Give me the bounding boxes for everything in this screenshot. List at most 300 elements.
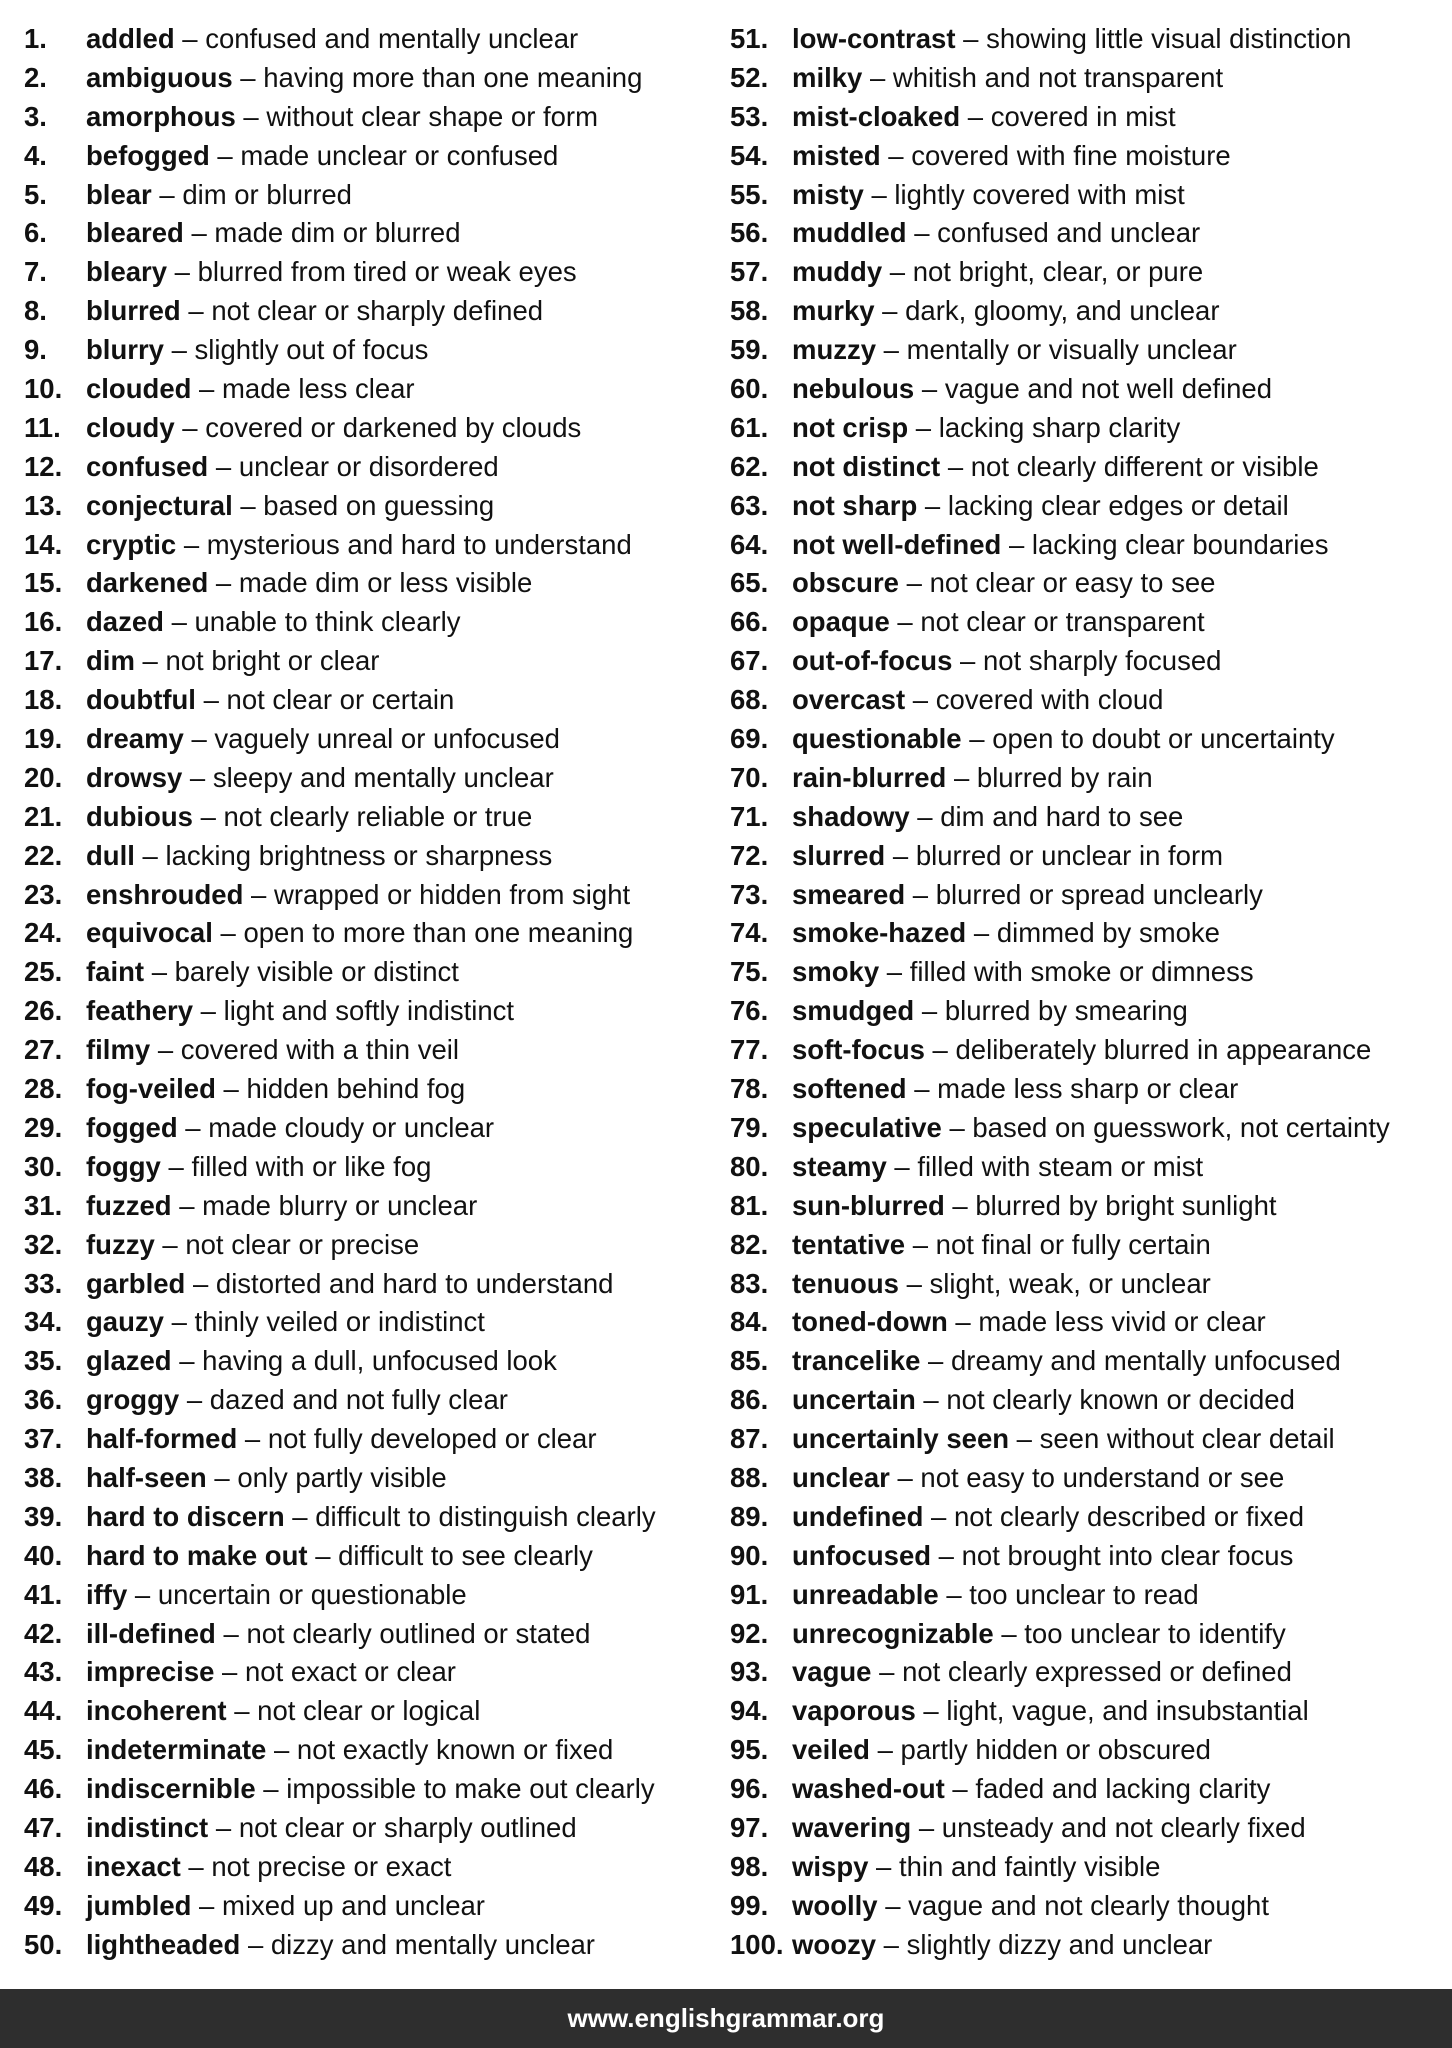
entry-word: doubtful	[86, 684, 196, 716]
word-entry	[24, 1498, 744, 1537]
entry-number: 86.	[730, 1384, 769, 1416]
entry-word: jumbled	[86, 1889, 192, 1921]
entry-definition: covered in mist	[990, 100, 1176, 132]
entry-number: 87.	[730, 1423, 769, 1455]
entry-word: dull	[86, 839, 135, 871]
entry-definition: sleepy and mentally unclear	[212, 761, 554, 793]
entry-separator: –	[215, 1073, 247, 1105]
entry-definition: blurred by smearing	[944, 995, 1188, 1027]
entry-separator: –	[191, 1889, 222, 1921]
word-entry	[730, 1070, 1450, 1109]
entry-separator: –	[993, 1617, 1025, 1649]
entry-definition: based on guessing	[263, 489, 495, 521]
entry-number: 58.	[730, 295, 769, 327]
entry-number: 83.	[730, 1267, 769, 1299]
entry-number: 92.	[730, 1617, 769, 1649]
entry-number: 36.	[24, 1384, 63, 1416]
entry-number: 51.	[730, 23, 769, 54]
entry-separator: –	[960, 100, 991, 132]
entry-definition: unsteady and not clearly fixed	[941, 1811, 1306, 1843]
entry-number: 3.	[24, 100, 47, 132]
word-entry	[24, 1070, 744, 1109]
entry-separator: –	[284, 1500, 316, 1532]
word-entry	[730, 1887, 1450, 1926]
word-entry	[730, 759, 1450, 798]
word-entry	[730, 20, 1450, 59]
entry-number: 5.	[24, 178, 47, 210]
entry-definition: confused and unclear	[937, 217, 1201, 249]
entry-separator: –	[144, 956, 175, 988]
entry-word: overcast	[792, 684, 906, 716]
word-entry	[730, 603, 1450, 642]
entry-number: 28.	[24, 1073, 63, 1105]
entry-definition: vague and not well defined	[944, 373, 1273, 405]
entry-separator: –	[952, 645, 983, 677]
entry-definition: slight, weak, or unclear	[929, 1267, 1211, 1299]
entry-word: vaporous	[792, 1695, 916, 1727]
entry-number: 74.	[730, 917, 769, 949]
entry-separator: –	[946, 761, 977, 793]
entry-definition: covered with a thin veil	[180, 1034, 459, 1066]
entry-definition: not clearly known or decided	[946, 1384, 1295, 1416]
entry-separator: –	[185, 1267, 216, 1299]
entry-separator: –	[961, 723, 993, 755]
entry-number: 12.	[24, 450, 63, 482]
word-entry	[24, 292, 744, 331]
entry-word: not distinct	[792, 450, 941, 482]
entry-word: half-formed	[86, 1423, 238, 1455]
entry-word: fog-veiled	[86, 1073, 216, 1105]
word-list-left-column	[24, 20, 744, 1965]
entry-definition: not clear or certain	[226, 684, 455, 716]
entry-separator: –	[226, 1695, 258, 1727]
entry-definition: thin and faintly visible	[899, 1850, 1161, 1882]
entry-definition: not fully developed or clear	[267, 1423, 597, 1455]
entry-definition: faded and lacking clarity	[975, 1773, 1271, 1805]
entry-number: 94.	[730, 1695, 769, 1727]
entry-definition: mixed up and unclear	[222, 1889, 485, 1921]
entry-definition: made less sharp or clear	[937, 1073, 1239, 1105]
word-entry	[730, 331, 1450, 370]
entry-separator: –	[237, 1423, 268, 1455]
entry-separator: –	[923, 1500, 954, 1532]
word-entry	[730, 1809, 1450, 1848]
entry-number: 82.	[730, 1228, 769, 1260]
entry-separator: –	[863, 178, 895, 210]
entry-number: 11.	[24, 411, 61, 443]
entry-separator: –	[966, 917, 997, 949]
entry-word: woozy	[792, 1928, 877, 1960]
entry-number: 61.	[730, 411, 769, 443]
entry-number: 26.	[24, 995, 63, 1027]
entry-number: 93.	[730, 1656, 769, 1688]
entry-definition: made dim or less visible	[238, 567, 533, 599]
entry-number: 69.	[730, 723, 769, 755]
word-entry	[24, 914, 744, 953]
entry-separator: –	[931, 1539, 962, 1571]
entry-separator: –	[214, 1656, 245, 1688]
entry-word: smoky	[792, 956, 880, 988]
entry-number: 63.	[730, 489, 769, 521]
word-entry	[24, 876, 744, 915]
entry-separator: –	[898, 1267, 930, 1299]
entry-number: 68.	[730, 684, 769, 716]
entry-separator: –	[232, 61, 264, 93]
entry-number: 90.	[730, 1539, 769, 1571]
word-entry	[24, 1887, 744, 1926]
entry-separator: –	[243, 878, 274, 910]
entry-separator: –	[906, 217, 938, 249]
entry-definition: not clearly reliable or true	[223, 800, 533, 832]
word-entry	[24, 681, 744, 720]
entry-number: 20.	[24, 761, 63, 793]
entry-number: 2.	[24, 61, 47, 93]
entry-separator: –	[905, 1228, 936, 1260]
entry-word: tenuous	[792, 1267, 899, 1299]
entry-number: 79.	[730, 1111, 769, 1143]
entry-separator: –	[177, 1111, 209, 1143]
entry-separator: –	[154, 1228, 186, 1260]
word-entry	[730, 1731, 1450, 1770]
entry-definition: wrapped or hidden from sight	[273, 878, 631, 910]
entry-word: foggy	[86, 1150, 161, 1182]
entry-word: half-seen	[86, 1461, 207, 1493]
word-entry	[730, 59, 1450, 98]
word-entry	[730, 1226, 1450, 1265]
entry-number: 70.	[730, 761, 769, 793]
word-entry	[24, 1148, 744, 1187]
word-entry	[730, 1770, 1450, 1809]
entry-definition: covered with fine moisture	[911, 139, 1231, 171]
entry-separator: –	[905, 878, 936, 910]
entry-word: iffy	[86, 1578, 128, 1610]
entry-separator: –	[163, 1306, 195, 1338]
entry-separator: –	[944, 1189, 976, 1221]
entry-separator: –	[174, 411, 206, 443]
entry-definition: made less clear	[222, 373, 415, 405]
entry-definition: partly hidden or obscured	[900, 1734, 1211, 1766]
word-list	[0, 20, 1452, 1970]
word-entry	[24, 1265, 744, 1304]
entry-word: bleary	[86, 256, 168, 288]
entry-number: 98.	[730, 1850, 769, 1882]
word-entry	[24, 1731, 744, 1770]
entry-separator: –	[176, 528, 207, 560]
entry-number: 78.	[730, 1073, 769, 1105]
entry-separator: –	[240, 1928, 271, 1960]
entry-word: hard to discern	[86, 1500, 285, 1532]
word-entry	[730, 487, 1450, 526]
entry-number: 75.	[730, 956, 769, 988]
word-entry	[730, 1498, 1450, 1537]
entry-word: fuzzed	[86, 1189, 172, 1221]
entry-definition: not clear or easy to see	[929, 567, 1216, 599]
word-entry	[730, 98, 1450, 137]
entry-word: soft-focus	[792, 1034, 925, 1066]
entry-definition: not clearly expressed or defined	[902, 1656, 1292, 1688]
entry-separator: –	[179, 1384, 210, 1416]
entry-definition: not final or fully certain	[935, 1228, 1211, 1260]
entry-word: amorphous	[86, 100, 236, 132]
entry-number: 100.	[730, 1928, 784, 1960]
entry-number: 45.	[24, 1734, 63, 1766]
entry-number: 19.	[24, 723, 63, 755]
entry-definition: not bright, clear, or pure	[912, 256, 1204, 288]
entry-word: mist-cloaked	[792, 100, 961, 132]
entry-number: 14.	[24, 528, 63, 560]
word-entry	[24, 98, 744, 137]
entry-separator: –	[307, 1539, 339, 1571]
entry-separator: –	[905, 684, 936, 716]
word-entry	[730, 1342, 1450, 1381]
entry-definition: made blurry or unclear	[202, 1189, 478, 1221]
footer-url[interactable]: www.englishgrammar.org	[567, 2003, 885, 2033]
entry-number: 24.	[24, 917, 63, 949]
entry-definition: unclear or disordered	[238, 450, 499, 482]
entry-word: softened	[792, 1073, 907, 1105]
entry-number: 15.	[24, 567, 63, 599]
word-entry	[730, 1303, 1450, 1342]
entry-definition: light, vague, and insubstantial	[946, 1695, 1309, 1727]
entry-word: smoke-hazed	[792, 917, 967, 949]
entry-word: fuzzy	[86, 1228, 155, 1260]
entry-word: faint	[86, 956, 145, 988]
entry-separator: –	[876, 1928, 907, 1960]
entry-number: 29.	[24, 1111, 63, 1143]
word-entry	[730, 1537, 1450, 1576]
entry-number: 41.	[24, 1578, 63, 1610]
word-entry	[24, 603, 744, 642]
entry-definition: blurred or unclear in form	[915, 839, 1224, 871]
entry-word: enshrouded	[86, 878, 244, 910]
entry-separator: –	[266, 1734, 297, 1766]
entry-word: fogged	[86, 1111, 178, 1143]
word-entry	[24, 1031, 744, 1070]
entry-definition: difficult to see clearly	[338, 1539, 593, 1571]
entry-definition: unable to think clearly	[194, 606, 461, 638]
entry-definition: not brought into clear focus	[961, 1539, 1294, 1571]
word-entry	[730, 798, 1450, 837]
word-entry	[24, 642, 744, 681]
entry-number: 54.	[730, 139, 769, 171]
entry-number: 10.	[24, 373, 63, 405]
entry-separator: –	[208, 450, 239, 482]
entry-separator: –	[195, 684, 227, 716]
entry-number: 8.	[24, 295, 47, 327]
entry-separator: –	[879, 956, 910, 988]
entry-number: 72.	[730, 839, 769, 871]
entry-word: blear	[86, 178, 152, 210]
entry-word: nebulous	[792, 373, 915, 405]
entry-definition: not clearly outlined or stated	[246, 1617, 591, 1649]
entry-separator: –	[885, 839, 916, 871]
entry-definition: lightly covered with mist	[894, 178, 1185, 210]
entry-word: murky	[792, 295, 875, 327]
entry-word: speculative	[792, 1111, 942, 1143]
entry-separator: –	[193, 995, 224, 1027]
entry-word: shadowy	[792, 800, 910, 832]
word-entry	[24, 137, 744, 176]
entry-number: 88.	[730, 1461, 769, 1493]
entry-word: sun-blurred	[792, 1189, 945, 1221]
entry-number: 85.	[730, 1345, 769, 1377]
entry-number: 47.	[24, 1811, 63, 1843]
word-entry	[730, 1265, 1450, 1304]
entry-word: imprecise	[86, 1656, 215, 1688]
entry-definition: having more than one meaning	[263, 61, 643, 93]
entry-separator: –	[192, 800, 224, 832]
entry-number: 18.	[24, 684, 63, 716]
word-entry	[24, 1187, 744, 1226]
word-entry	[730, 1381, 1450, 1420]
entry-word: wispy	[792, 1850, 869, 1882]
entry-number: 1.	[24, 23, 47, 54]
entry-word: questionable	[792, 723, 962, 755]
entry-separator: –	[869, 1734, 901, 1766]
entry-word: muddled	[792, 217, 907, 249]
entry-definition: not clear or transparent	[920, 606, 1205, 638]
entry-separator: –	[911, 1811, 942, 1843]
entry-definition: without clear shape or form	[266, 100, 598, 132]
word-entry	[730, 526, 1450, 565]
entry-separator: –	[208, 567, 239, 599]
word-entry	[730, 176, 1450, 215]
word-entry	[24, 798, 744, 837]
entry-number: 59.	[730, 334, 769, 366]
entry-word: uncertain	[792, 1384, 916, 1416]
entry-separator: –	[182, 761, 213, 793]
word-entry	[24, 1226, 744, 1265]
entry-separator: –	[915, 1384, 947, 1416]
entry-separator: –	[874, 295, 906, 327]
word-entry	[730, 914, 1450, 953]
entry-definition: slightly dizzy and unclear	[906, 1928, 1213, 1960]
entry-separator: –	[163, 606, 195, 638]
entry-separator: –	[134, 839, 166, 871]
entry-word: inexact	[86, 1850, 181, 1882]
entry-definition: blurred by bright sunlight	[975, 1189, 1277, 1221]
entry-word: smeared	[792, 878, 906, 910]
entry-word: ill-defined	[86, 1617, 216, 1649]
entry-separator: –	[914, 373, 945, 405]
word-entry	[730, 953, 1450, 992]
entry-definition: blurred or spread unclearly	[935, 878, 1263, 910]
entry-number: 21.	[24, 800, 63, 832]
entry-definition: not easy to understand or see	[920, 1461, 1285, 1493]
entry-separator: –	[151, 178, 183, 210]
word-entry	[24, 409, 744, 448]
entry-word: steamy	[792, 1150, 887, 1182]
entry-separator: –	[235, 100, 267, 132]
entry-number: 96.	[730, 1773, 769, 1805]
entry-definition: open to doubt or uncertainty	[992, 723, 1335, 755]
entry-word: not sharp	[792, 489, 918, 521]
word-entry	[24, 759, 744, 798]
entry-separator: –	[134, 645, 166, 677]
word-entry	[24, 1809, 744, 1848]
entry-word: woolly	[792, 1889, 878, 1921]
entry-number: 31.	[24, 1189, 63, 1221]
entry-separator: –	[208, 1811, 239, 1843]
entry-word: unclear	[792, 1461, 890, 1493]
word-entry	[24, 1459, 744, 1498]
word-entry	[24, 1576, 744, 1615]
entry-number: 84.	[730, 1306, 769, 1338]
word-entry	[24, 1420, 744, 1459]
word-entry	[730, 1576, 1450, 1615]
word-entry	[730, 992, 1450, 1031]
entry-definition: impossible to make out clearly	[286, 1773, 655, 1805]
entry-definition: vague and not clearly thought	[908, 1889, 1269, 1921]
entry-definition: having a dull, unfocused look	[202, 1345, 557, 1377]
entry-word: indiscernible	[86, 1773, 256, 1805]
word-entry	[730, 1926, 1450, 1965]
entry-number: 57.	[730, 256, 769, 288]
word-entry	[730, 837, 1450, 876]
entry-definition: thinly veiled or indistinct	[194, 1306, 485, 1338]
entry-definition: blurred by rain	[976, 761, 1153, 793]
entry-number: 30.	[24, 1150, 63, 1182]
entry-definition: dizzy and mentally unclear	[270, 1928, 595, 1960]
entry-separator: –	[150, 1034, 181, 1066]
entry-separator: –	[232, 489, 264, 521]
entry-word: blurry	[86, 334, 164, 366]
entry-word: clouded	[86, 373, 192, 405]
entry-separator: –	[947, 1306, 979, 1338]
entry-definition: made less vivid or clear	[978, 1306, 1266, 1338]
word-entry	[24, 20, 744, 59]
entry-word: dubious	[86, 800, 193, 832]
entry-number: 67.	[730, 645, 769, 677]
entry-definition: covered or darkened by clouds	[205, 411, 582, 443]
entry-definition: slightly out of focus	[194, 334, 429, 366]
word-entry	[24, 487, 744, 526]
entry-number: 64.	[730, 528, 769, 560]
entry-word: trancelike	[792, 1345, 921, 1377]
entry-separator: –	[174, 23, 206, 54]
entry-number: 43.	[24, 1656, 63, 1688]
entry-word: bleared	[86, 217, 184, 249]
word-entry	[24, 1926, 744, 1965]
entry-definition: lacking brightness or sharpness	[165, 839, 553, 871]
word-entry	[24, 564, 744, 603]
entry-separator: –	[908, 411, 939, 443]
entry-definition: difficult to distinguish clearly	[315, 1500, 656, 1532]
word-entry	[24, 1770, 744, 1809]
entry-number: 7.	[24, 256, 47, 288]
entry-number: 46.	[24, 1773, 63, 1805]
word-entry	[730, 720, 1450, 759]
word-entry	[730, 1653, 1450, 1692]
word-entry	[24, 1381, 744, 1420]
entry-separator: –	[180, 1850, 212, 1882]
entry-number: 99.	[730, 1889, 769, 1921]
word-entry	[730, 564, 1450, 603]
entry-definition: hidden behind fog	[246, 1073, 466, 1105]
entry-definition: not clearly different or visible	[970, 450, 1319, 482]
entry-separator: –	[882, 256, 913, 288]
word-entry	[24, 176, 744, 215]
word-entry	[24, 992, 744, 1031]
entry-definition: distorted and hard to understand	[215, 1267, 614, 1299]
word-entry	[24, 1342, 744, 1381]
entry-definition: open to more than one meaning	[243, 917, 634, 949]
entry-definition: deliberately blurred in appearance	[955, 1034, 1372, 1066]
entry-number: 33.	[24, 1267, 63, 1299]
word-entry	[24, 1848, 744, 1887]
entry-word: dim	[86, 645, 135, 677]
entry-separator: –	[909, 800, 941, 832]
